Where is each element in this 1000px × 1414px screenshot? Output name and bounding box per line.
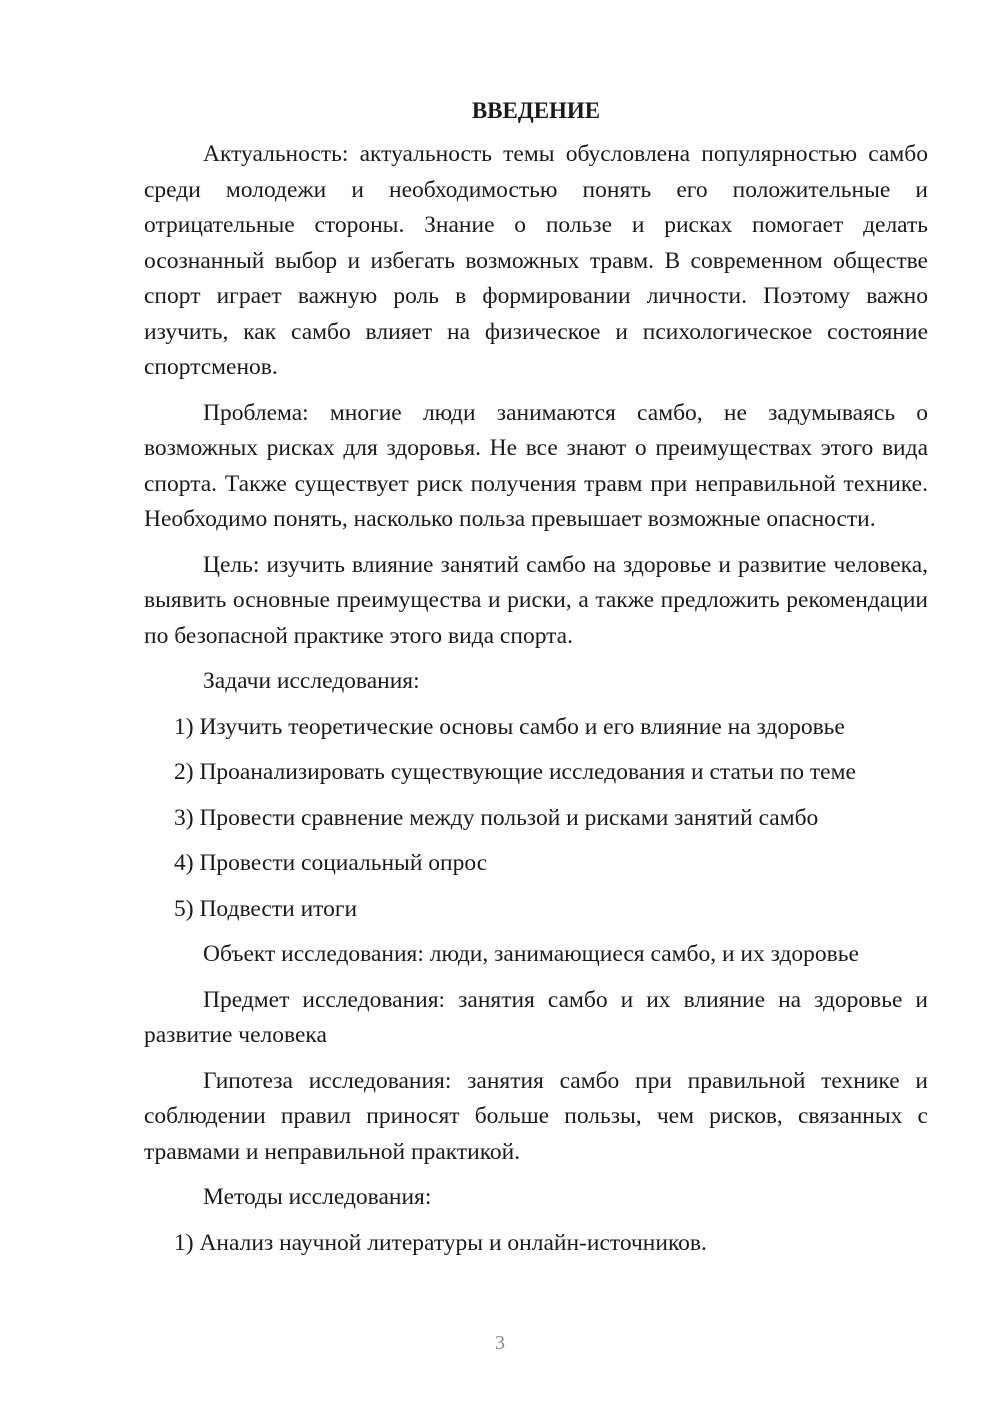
task-item: 2) Проанализировать существующие исследования и статьи по теме: [174, 759, 856, 785]
task-item: 5) Подвести итоги: [174, 895, 358, 922]
object-paragraph: Объект исследования: люди, занимающиеся самбо, и их здоровье: [203, 941, 859, 967]
methods-list: [144, 1226, 928, 1262]
task-item: 4) Провести социальный опрос: [174, 850, 488, 876]
page-number: 3: [495, 1332, 505, 1354]
tasks-heading: Задачи исследования:: [203, 668, 420, 694]
hypothesis-paragraph: Гипотеза исследования: занятия самбо при правильной технике и соблюдении правил приносят больше пользы, чем рисков, связанных с травмами и неправильной практикой.: [144, 1067, 928, 1165]
method-item: 1) Анализ научной литературы и онлайн-источников.: [174, 1229, 707, 1256]
relevance-paragraph: Актуальность: актуальность темы обусловлена популярностью самбо среди молодежи и необходимостью понять его положительные и отрицательные стороны. Знание о пользе и рисках помогает делать осознанный выбор и избегать возможных травм. В современном обществе спорт играет важную роль в формировании личности. Поэтому важно изучить, как самбо влияет на физическое и психологическое состояние спортсменов.: [144, 141, 928, 380]
goal-paragraph: Цель: изучить влияние занятий самбо на здоровье и развитие человека, выявить основные преимущества и риски, а также предложить рекомендации по безопасной практике этого вида спорта.: [144, 551, 928, 649]
section-title: ВВЕДЕНИЕ: [471, 98, 601, 123]
task-item: 1) Изучить теоретические основы самбо и его влияние на здоровье: [174, 713, 845, 740]
methods-heading: Методы исследования:: [203, 1184, 432, 1210]
tasks-list: [144, 710, 928, 928]
page-content: [144, 96, 928, 1271]
subject-paragraph: Предмет исследования: занятия самбо и их влияние на здоровье и развитие человека: [144, 986, 928, 1048]
problem-paragraph: Проблема: многие люди занимаются самбо, не задумываясь о возможных рисках для здоровья. Не все знают о преимуществах этого вида спорта. Также существует риск получения травм при неправильной технике. Необходимо понять, насколько польза превышает возможные опасности.: [144, 399, 928, 532]
task-item: 3) Провести сравнение между пользой и рисками занятий самбо: [174, 804, 819, 831]
